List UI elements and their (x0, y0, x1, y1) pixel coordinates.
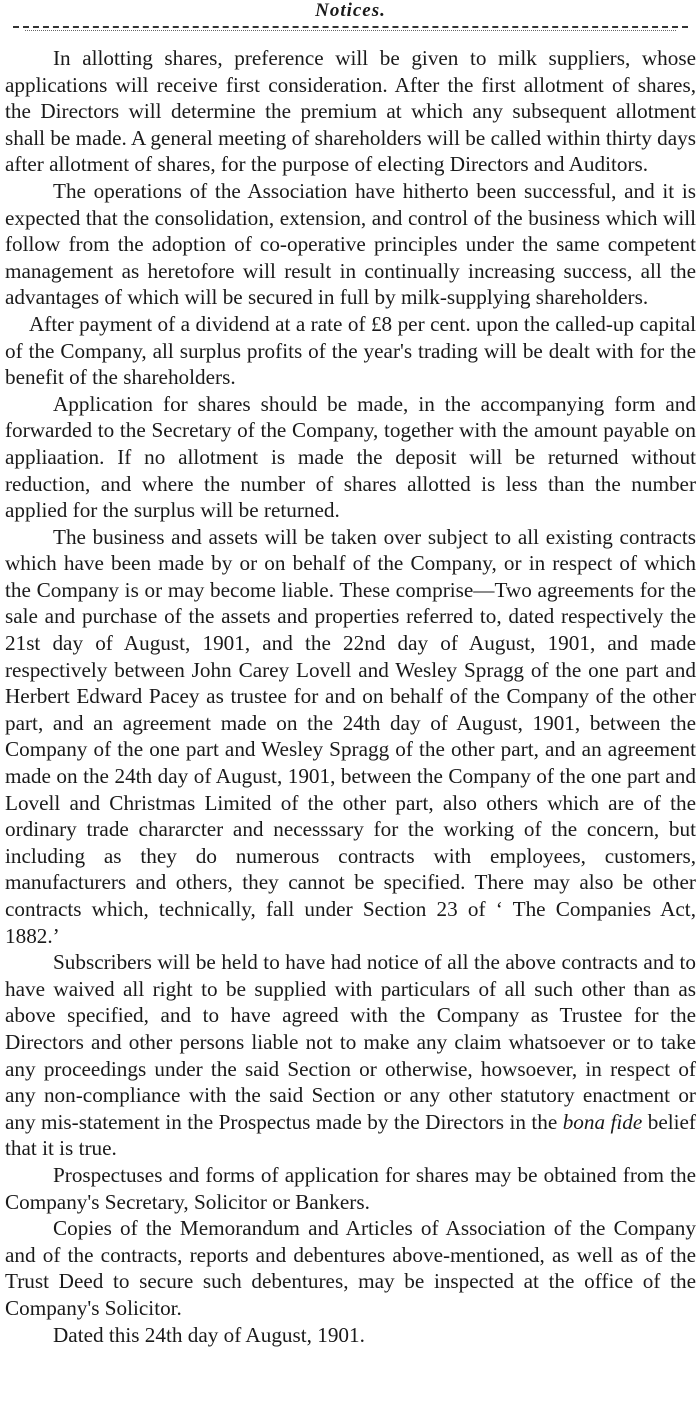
header-rule (13, 26, 688, 28)
notice-body (5, 45, 696, 1348)
section-header: Notices. (315, 0, 386, 21)
subscribers-text-end: belief that it is true. (5, 1109, 696, 1161)
paragraph-application: Application for shares should be made, in the accompanying form and forwarded to the Secretary of the Company, together with the amount payable on appliaation. If no allotment is made the deposit will be returned without reduction, and where the number of shares allotted is less than the number applied for the surplus will be returned. (5, 391, 696, 523)
paragraph-dividend: After payment of a dividend at a rate of £8 per cent. upon the called-up capital of the Company, all surplus profits of the year's trading will be dealt with for the benefit of the shareholders. (5, 311, 696, 390)
subscribers-text-start: Subscribers will be held to have had notice of all the above contracts and to have waived all right to be supplied with particulars of all such other than as above specified, and to have agreed with the Company as Trustee for the Directors and other persons liable not to make any claim whatsoever or to take any proceedings under the said Section or otherwise, howsoever, in respect of any non-compliance with the said Section or any other statutory enactment or any mis-statement in the Prospectus made by the Directors in the (5, 950, 696, 1134)
header-rule-secondary (25, 30, 676, 31)
paragraph-dated: Dated this 24th day of August, 1901. (53, 1322, 365, 1347)
paragraph-allotment: In allotting shares, preference will be given to milk suppliers, whose applications will receive first consideration. After the first allotment of shares, the Directors will determine the premium at which any subsequent allotment shall be made. A general meeting of shareholders will be called within thirty days after allotment of shares, for the purpose of electing Directors and Auditors. (5, 46, 696, 177)
paragraph-operations: The operations of the Association have hitherto been successful, and it is expected that the consolidation, extension, and control of the business which will follow from the adoption of co-operative principles under the same competent management as heretofore will result in continually increasing success, all the advantages of which will be secured in full by milk-supplying shareholders. (5, 178, 696, 310)
subscribers-italic-phrase: bona fide (562, 1109, 643, 1134)
paragraph-subscribers (5, 949, 696, 1162)
paragraph-copies: Copies of the Memorandum and Articles of Association of the Company and of the contracts, reports and debentures above-mentioned, as well as of the Trust Deed to secure such debentures, may be inspected at the office of the Company's Solicitor. (5, 1216, 696, 1320)
paragraph-contracts: The business and assets will be taken over subject to all existing contracts which have been made by or on behalf of the Company, or in respect of which the Company is or may become liable. These comprise—Two agreements for the sale and purchase of the assets and properties referred to, dated respectively the 21st day of August, 1901, and the 22nd day of August, 1901, and made respectively between John Carey Lovell and Wesley Spragg of the one part and Herbert Edward Pacey as trustee for and on behalf of the Company of the other part, and an agreement made on the 24th day of August, 1901, between the Company of the one part and Wesley Spragg of the other part, and an agreement made on the 24th day of August, 1901, between the Company of the one part and Lovell and Christmas Limited of the other part, also others which are of the ordinary trade chararcter and necesssary for the working of the concern, but including as they do numerous contracts with employees, customers, manufacturers and others, they cannot be specified. There may also be other contracts which, technically, fall under Section 23 of ‘ The Companies Act, 1882.’ (5, 524, 696, 948)
paragraph-prospectuses: Prospectuses and forms of application for shares may be obtained from the Company's Secretary, Solicitor or Bankers. (5, 1162, 696, 1214)
